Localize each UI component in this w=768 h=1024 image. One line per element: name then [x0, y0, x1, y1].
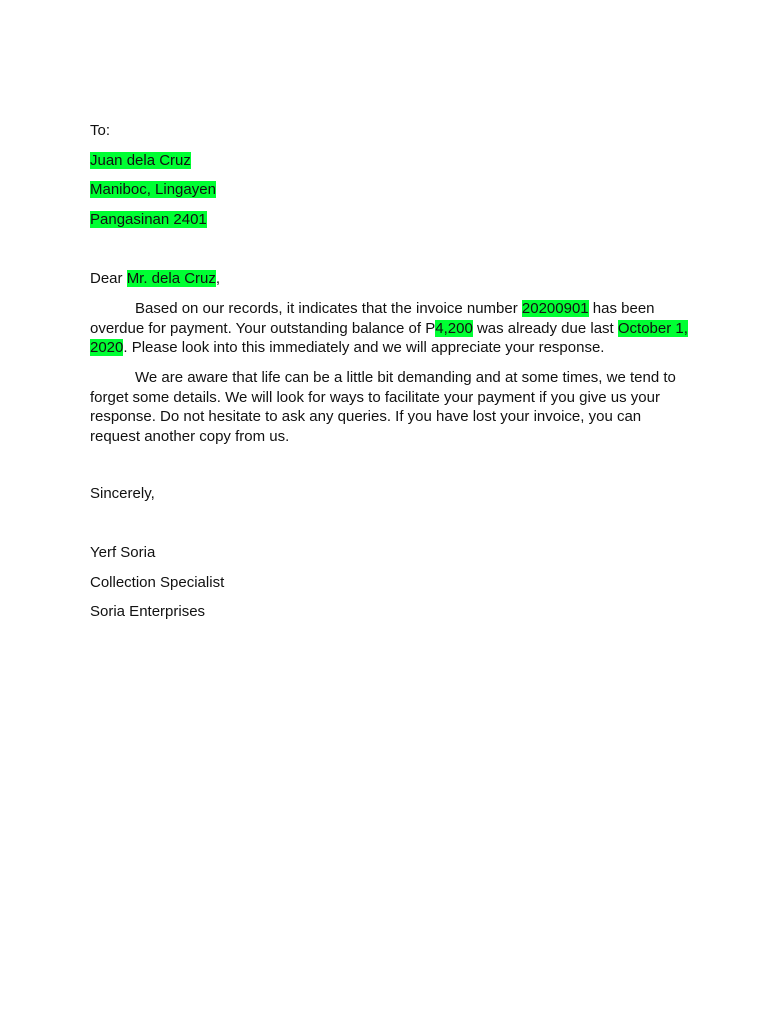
due-date: October 1, 2020	[90, 319, 688, 356]
recipient-address1: Maniboc, Lingayen	[90, 181, 216, 198]
closing: Sincerely,	[90, 485, 155, 502]
recipient-name: Juan dela Cruz	[90, 152, 191, 169]
salutation	[90, 269, 690, 289]
recipient-address2-line	[90, 210, 690, 230]
salutation-comma: ,	[215, 270, 221, 287]
signature-title: Collection Specialist	[90, 574, 225, 591]
paragraph-1-text3: was already due last	[472, 319, 618, 337]
salutation-dear: Dear	[90, 270, 127, 287]
paragraph-1-text2: has been overdue for payment. Your outstanding balance of P	[90, 300, 655, 337]
signature-name: Yerf Soria	[90, 544, 156, 561]
invoice-number: 20200901	[521, 300, 589, 317]
paragraph-1-text4: . Please look into this immediately and we will appreciate your response.	[123, 339, 605, 356]
to-label: To:	[90, 122, 111, 139]
salutation-name: Mr. dela Cruz	[126, 270, 216, 287]
outstanding-amount: 4,200	[435, 319, 473, 337]
recipient-address1-line	[90, 180, 690, 200]
recipient-address2: Pangasinan 2401	[90, 211, 207, 228]
paragraph-1	[90, 299, 690, 358]
paragraph-2: We are aware that life can be a little bit demanding and at some times, we tend to forget some details. We will look for ways to facilitate your payment if you give us your response. Do not hesitate to ask any queries. If you have lost your invoice, you can request another copy from us.	[90, 369, 676, 445]
paragraph-1-text1: Based on our records, it indicates that the invoice number	[135, 300, 522, 317]
signature-company: Soria Enterprises	[90, 603, 206, 620]
recipient-name-line	[90, 151, 690, 171]
